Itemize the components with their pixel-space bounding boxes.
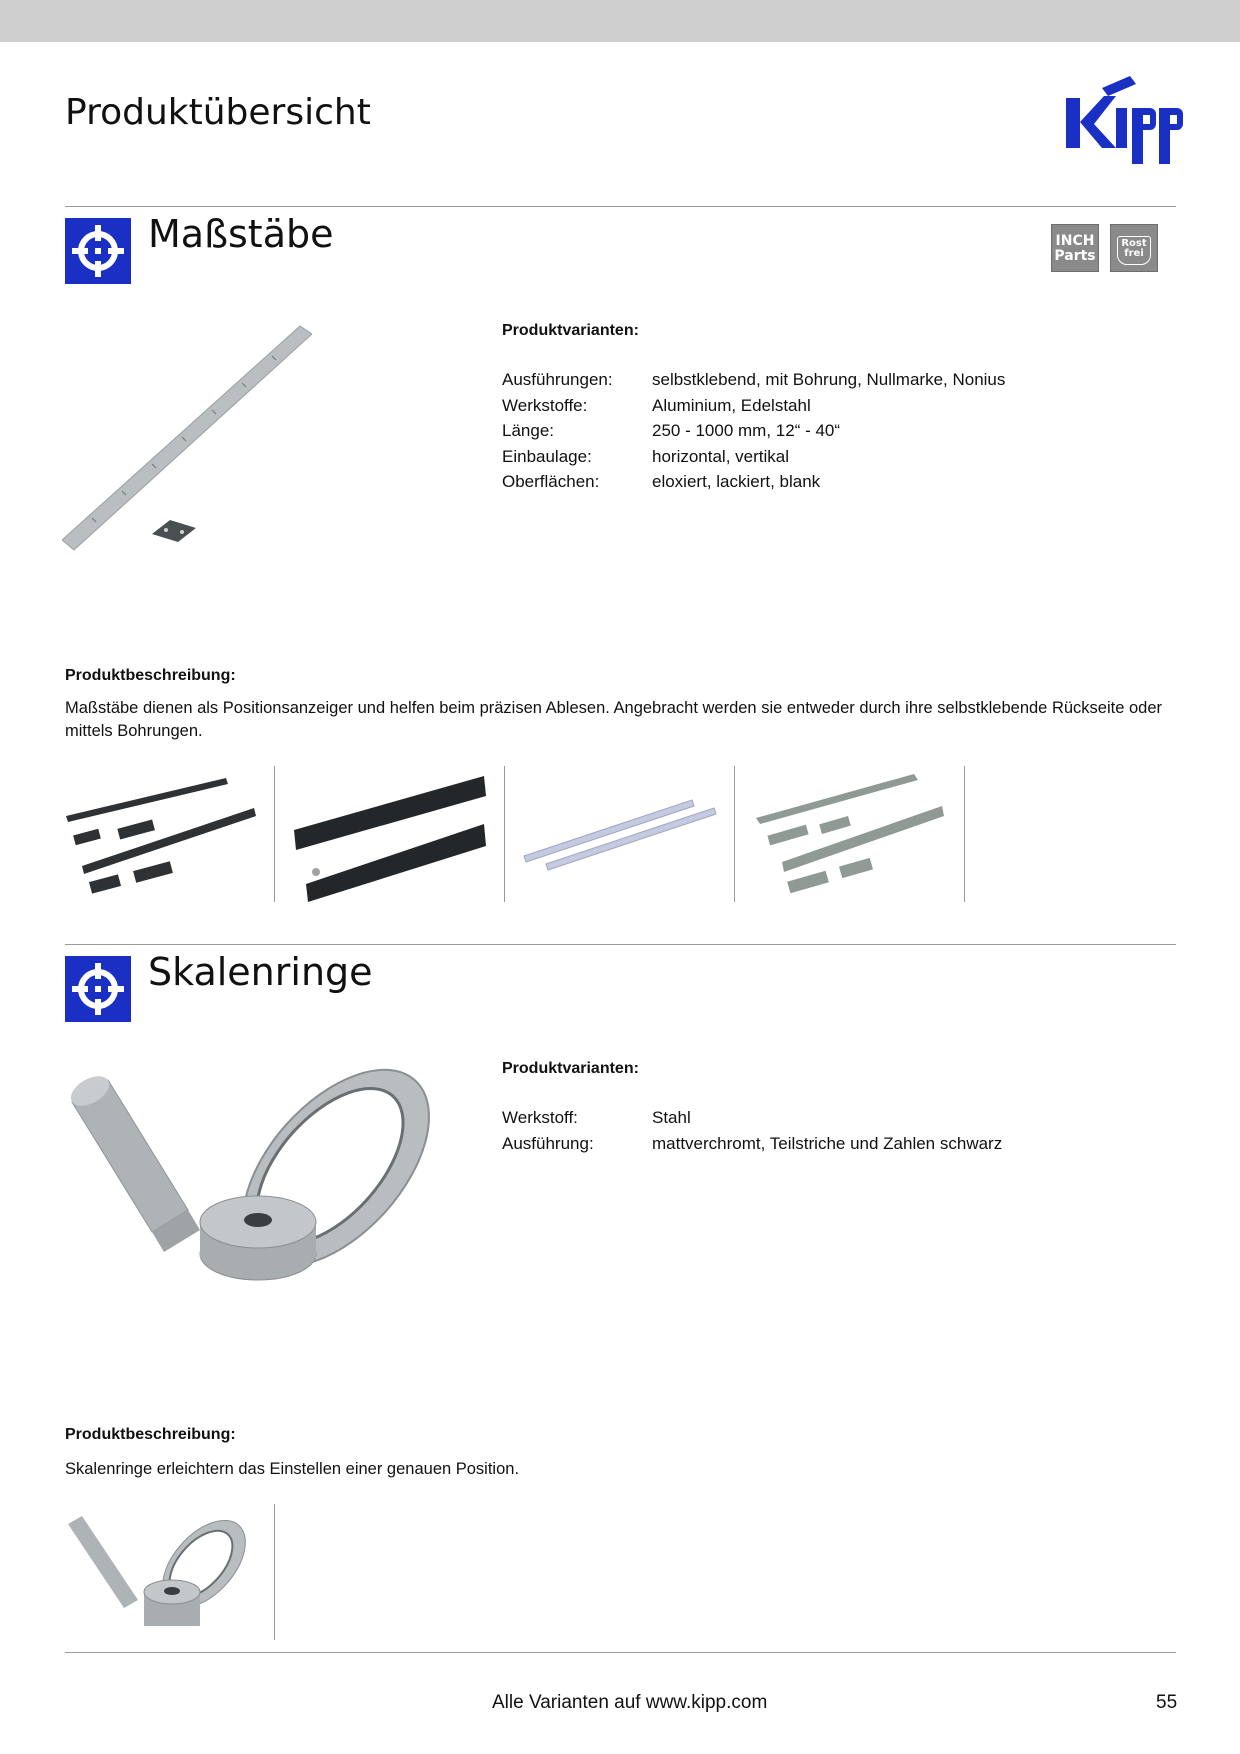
section-title: Skalenringe: [148, 950, 373, 994]
product-image-massstab: [62, 322, 312, 552]
table-row: [502, 1131, 1002, 1157]
spec-value: Aluminium, Edelstahl: [652, 395, 811, 415]
kipp-logo[interactable]: [1064, 74, 1184, 166]
page-title: Produktübersicht: [65, 92, 371, 133]
spec-key: Länge:: [502, 421, 554, 440]
crosshair-icon: [65, 218, 131, 284]
inch-parts-badge: [1051, 224, 1099, 272]
crosshair-icon: [65, 956, 131, 1022]
variants-heading: Produktvarianten:: [502, 322, 639, 339]
shield-icon: [1117, 236, 1150, 265]
description-heading: Produktbeschreibung:: [65, 1426, 236, 1443]
footer-divider: [65, 1652, 1176, 1653]
table-row: [502, 444, 1005, 470]
spec-key: Ausführungen:: [502, 370, 613, 389]
description-text: Skalenringe erleichtern das Einstellen einer genauen Position.: [65, 1460, 520, 1478]
variants-table: [502, 367, 1005, 495]
spec-key: Werkstoffe:: [502, 395, 588, 415]
table-row: [502, 418, 1005, 444]
section-divider: [65, 944, 1176, 945]
section-title: Maßstäbe: [148, 212, 334, 256]
product-image-skalenring: [68, 1058, 458, 1290]
variants-heading: Produktvarianten:: [502, 1060, 639, 1077]
spec-key: Werkstoff:: [502, 1108, 578, 1127]
variant-thumbnail[interactable]: [736, 766, 965, 902]
badge-line: Parts: [1054, 248, 1096, 264]
spec-value: selbstklebend, mit Bohrung, Nullmarke, Nonius: [652, 370, 1006, 389]
spec-value: horizontal, vertikal: [652, 446, 790, 466]
variant-thumbnail[interactable]: [46, 766, 275, 902]
spec-value: eloxiert, lackiert, blank: [652, 472, 821, 491]
variant-thumbnail[interactable]: [46, 1504, 275, 1640]
spec-key: Einbaulage:: [502, 446, 592, 466]
kipp-logo-icon: [1064, 74, 1184, 166]
rostfrei-badge: [1110, 224, 1158, 272]
table-row: [502, 367, 1005, 393]
table-row: [502, 393, 1005, 419]
variant-thumbnail[interactable]: [276, 766, 505, 902]
spec-value: Stahl: [652, 1108, 691, 1127]
top-bar: [0, 0, 1240, 42]
section-icon-box: [65, 218, 131, 284]
spec-value: mattverchromt, Teilstriche und Zahlen schwarz: [652, 1133, 1003, 1153]
badge-line: frei: [1124, 248, 1144, 259]
table-row: [502, 1105, 1002, 1131]
section-icon-box: [65, 956, 131, 1022]
footer-link-text[interactable]: Alle Varianten auf www.kipp.com: [492, 1692, 768, 1713]
spec-value: 250 - 1000 mm, 12“ - 40“: [652, 421, 841, 440]
section-divider: [65, 206, 1176, 207]
table-row: [502, 469, 1005, 495]
variant-thumbnail[interactable]: [506, 766, 735, 902]
spec-key: Ausführung:: [502, 1133, 594, 1153]
page-number: 55: [1156, 1692, 1178, 1713]
badge-line: INCH: [1055, 233, 1095, 249]
description-text: Maßstäbe dienen als Positionsanzeiger und helfen beim präzisen Ablesen. Angebracht werden sie entweder durch ihre selbstklebende Rückseite oder mittels Bohrungen.: [65, 699, 1163, 740]
variants-table: [502, 1105, 1002, 1156]
description-heading: Produktbeschreibung:: [65, 667, 236, 684]
badge-line: Rost: [1121, 238, 1147, 249]
spec-key: Oberflächen:: [502, 472, 600, 491]
